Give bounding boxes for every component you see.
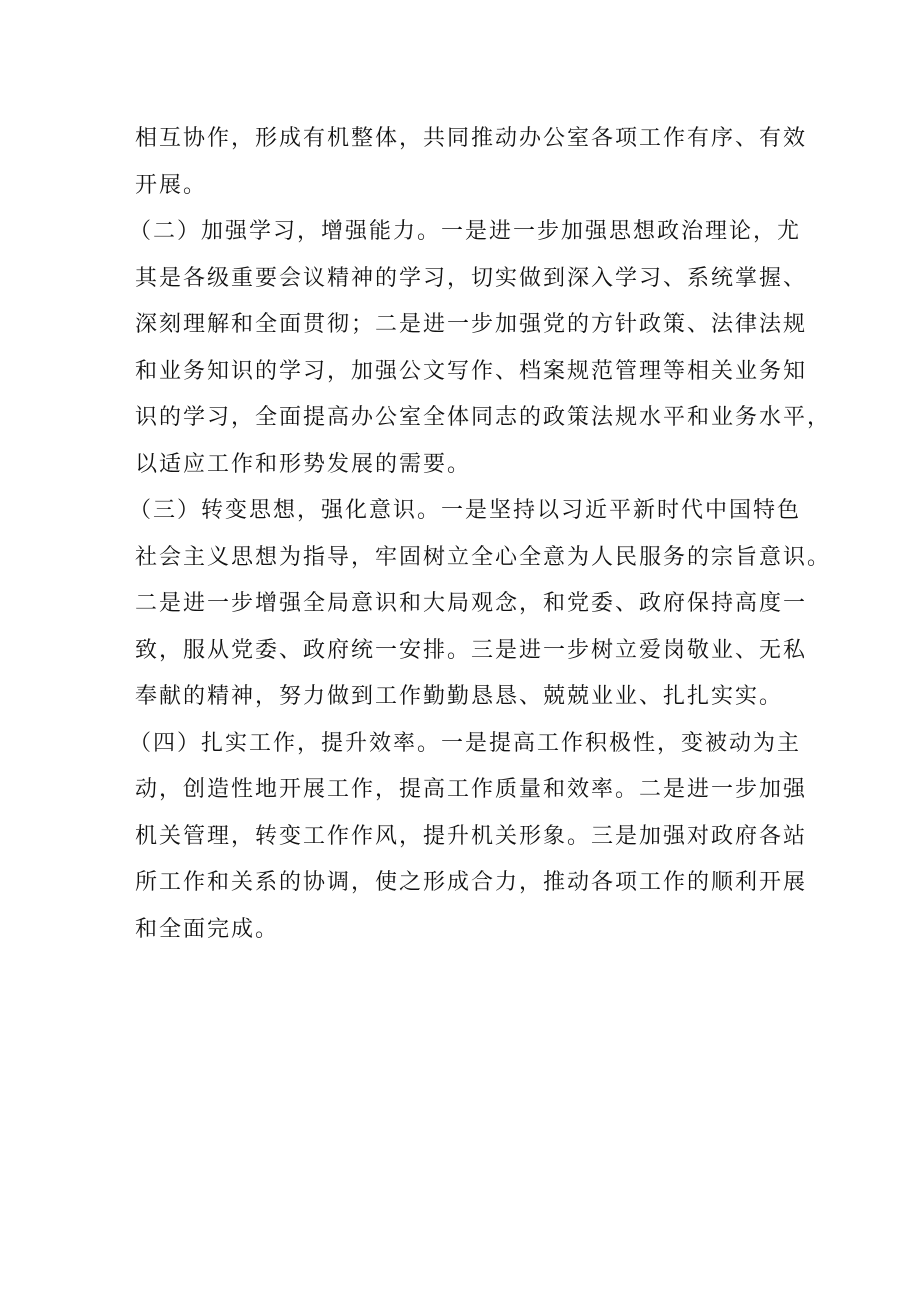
text-line: 机关管理，转变工作作风，提升机关形象。三是加强对政府各站 bbox=[135, 823, 808, 849]
document-body bbox=[129, 116, 832, 953]
section-heading-line: （二）加强学习，增强能力。一是进一步加强思想政治理论，尤 bbox=[129, 219, 802, 244]
text-line: 相互协作，形成有机整体，共同推动办公室各项工作有序、有效 bbox=[135, 126, 808, 151]
text-line: 二是进一步增强全局意识和大局观念，和党委、政府保持高度一 bbox=[135, 591, 808, 616]
text-line: 社会主义思想为指导，牢固树立全心全意为人民服务的宗旨意识。 bbox=[135, 544, 832, 570]
text-line: 以适应工作和形势发展的需要。 bbox=[135, 451, 472, 477]
section-heading-line: （三）转变思想，强化意识。一是坚持以习近平新时代中国特色 bbox=[129, 498, 802, 523]
text-line: 和全面完成。 bbox=[135, 916, 280, 942]
text-line: 开展。 bbox=[135, 172, 208, 198]
text-line: 深刻理解和全面贯彻；二是进一步加强党的方针政策、法律法规 bbox=[135, 312, 808, 337]
text-line: 识的学习，全面提高办公室全体同志的政策法规水平和业务水平， bbox=[135, 405, 832, 430]
section-heading-line: （四）扎实工作，提升效率。一是提高工作积极性，变被动为主 bbox=[129, 730, 802, 756]
text-line: 所工作和关系的协调，使之形成合力，推动各项工作的顺利开展 bbox=[135, 870, 808, 895]
text-line: 奉献的精神，努力做到工作勤勤恳恳、兢兢业业、扎扎实实。 bbox=[135, 684, 784, 709]
text-line: 和业务知识的学习，加强公文写作、档案规范管理等相关业务知 bbox=[135, 358, 808, 384]
text-line: 动，创造性地开展工作，提高工作质量和效率。二是进一步加强 bbox=[135, 777, 808, 802]
text-line: 致，服从党委、政府统一安排。三是进一步树立爱岗敬业、无私 bbox=[135, 637, 808, 663]
text-line: 其是各级重要会议精神的学习，切实做到深入学习、系统掌握、 bbox=[135, 265, 808, 291]
